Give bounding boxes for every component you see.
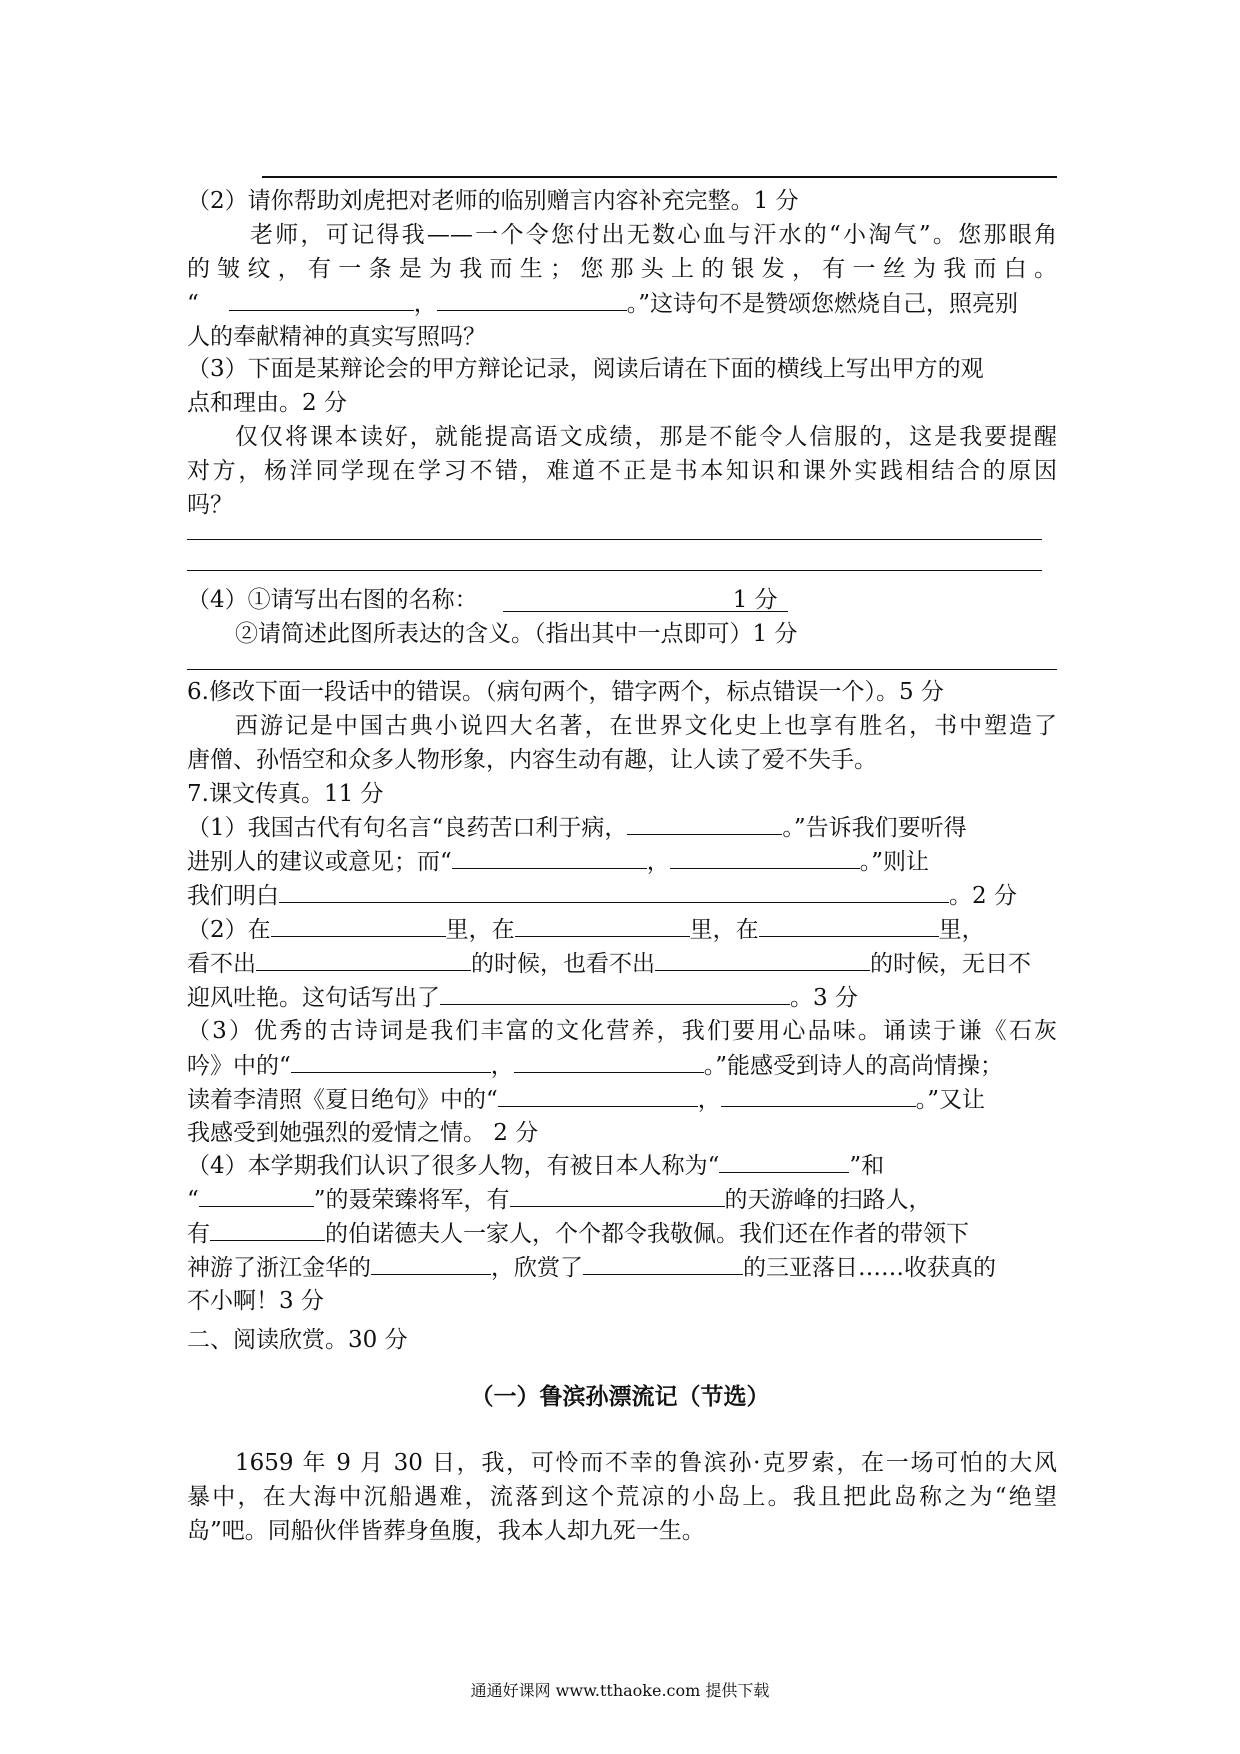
q7-4-line-5: 不小啊！3 分 (187, 1288, 324, 1314)
q7-4-text-i: ，欣赏了 (491, 1255, 583, 1281)
q2-open-quote: “ (187, 291, 199, 317)
reading-para-1: 1659 年 9 月 30 日，我，可怜而不幸的鲁滨孙·克罗索，在一场可怕的大风 (235, 1450, 1057, 1476)
answer-line-top (262, 176, 1057, 178)
q7-3-blank-2[interactable] (514, 1050, 704, 1073)
q7-4-line-3 (187, 1218, 1057, 1249)
q7-1-blank-2[interactable] (452, 846, 647, 869)
q7-2-text-f: 的时候，也看不出 (471, 951, 655, 977)
reading-title: （一）鲁滨孙漂流记（节选） (470, 1384, 770, 1410)
q7-4-text-g: 的伯诺德夫人一家人，个个都令我敬佩。我们还在作者的带领下 (325, 1221, 969, 1247)
q7-3-text-f: 。”又让 (915, 1087, 986, 1113)
q2-line-3-rest: 。”这诗句不是赞颂您燃烧自己，照亮别 (626, 291, 1019, 317)
q7-2-text-e: 看不出 (187, 951, 256, 977)
q2-line-2: 的皱纹，有一条是为我而生；您那头上的银发，有一丝为我而白。 (187, 256, 1057, 282)
q2-line-4: 人的奉献精神的真实写照吗？ (187, 324, 486, 350)
q4-line-1 (187, 585, 1057, 615)
q3-heading-1: （3）下面是某辩论会的甲方辩论记录，阅读后请在下面的横线上写出甲方的观 (187, 356, 984, 382)
q7-3-text-d: 读着李清照《夏日绝句》中的“ (187, 1087, 498, 1113)
q7-2-blank-3[interactable] (759, 914, 939, 937)
q7-3-line-1: （3）优秀的古诗词是我们丰富的文化营养，我们要用心品味。诵读于谦《石灰 (187, 1018, 1057, 1044)
q7-3-line-3 (187, 1084, 1057, 1115)
q7-4-text-d: ”的聂荣臻将军，有 (313, 1187, 510, 1213)
q7-1-text-a: （1）我国古代有句名言“良药苦口利于病， (187, 815, 628, 841)
q6-para-1: 西游记是中国古典小说四大名著，在世界文化史上也享有胜名，书中塑造了 (235, 713, 1057, 739)
q3-para-2: 对方，杨洋同学现在学习不错，难道不正是书本知识和课外实践相结合的原因 (187, 458, 1057, 484)
q7-2-text-a: （2）在 (187, 917, 271, 943)
q7-4-line-1 (187, 1150, 1057, 1181)
q7-1-text-f: 我们明白 (187, 883, 279, 909)
q7-4-blank-3[interactable] (510, 1184, 725, 1207)
page-footer: 通通好课网 www.tthaoke.com 提供下载 (470, 1681, 770, 1700)
reading-para-2: 暴中，在大海中沉船遇难，流落到这个荒凉的小岛上。我且把此岛称之为“绝望 (187, 1484, 1057, 1510)
q3-answer-line-1[interactable] (187, 539, 1042, 540)
q4-score: 1 分 (732, 587, 778, 613)
q7-3-line-2 (187, 1050, 1057, 1081)
q7-4-text-h: 神游了浙江金华的 (187, 1255, 371, 1281)
q2-line-3 (187, 288, 1057, 319)
q7-2-text-h: 迎风吐艳。这句话写出了 (187, 985, 440, 1011)
q7-4-text-c: “ (187, 1187, 199, 1213)
q2-line-1: 老师，可记得我——一个令您付出无数心血与汗水的“小淘气”。您那眼角 (250, 222, 1057, 248)
q3-para-1: 仅仅将课本读好，就能提高语文成绩，那是不能令人信服的，这是我要提醒 (235, 424, 1057, 450)
q7-4-text-f: 有 (187, 1221, 210, 1247)
q2-blank-1[interactable] (229, 288, 414, 311)
q7-4-text-a: （4）本学期我们认识了很多人物，有被日本人称为“ (187, 1153, 720, 1179)
q2-blank-2[interactable] (437, 288, 627, 311)
q6-para-2: 唐僧、孙悟空和众多人物形象，内容生动有趣，让人读了爱不失手。 (187, 747, 877, 773)
q2-heading: （2）请你帮助刘虎把对老师的临别赠言内容补充完整。1 分 (187, 188, 799, 214)
q7-2-blank-1[interactable] (271, 914, 446, 937)
q7-4-blank-5[interactable] (371, 1252, 491, 1275)
q7-2-text-d: 里， (938, 917, 985, 943)
q7-heading: 7.课文传真。11 分 (187, 781, 384, 807)
q7-4-blank-2[interactable] (199, 1184, 314, 1207)
q3-para-3: 吗？ (187, 492, 233, 518)
reading-para-3: 岛”吧。同船伙伴皆葬身鱼腹，我本人却九死一生。 (187, 1518, 705, 1544)
q7-2-text-b: 里，在 (445, 917, 515, 943)
q7-2-text-i: 。3 分 (790, 985, 858, 1011)
q7-3-text-e: ， (697, 1087, 721, 1113)
q6-heading: 6.修改下面一段话中的错误。（病句两个，错字两个，标点错误一个）。5 分 (187, 679, 944, 705)
q7-1-text-d: ， (646, 849, 670, 875)
q3-heading-2: 点和理由。2 分 (187, 390, 347, 416)
q7-4-line-4 (187, 1252, 1057, 1283)
q7-1-line-1 (187, 812, 1057, 843)
q7-1-line-2 (187, 846, 1057, 877)
q7-1-text-b: 。”告诉我们要听得 (782, 815, 967, 841)
q7-3-line-4: 我感受到她强烈的爱情之情。 2 分 (187, 1120, 539, 1146)
q7-3-blank-3[interactable] (498, 1084, 698, 1107)
q7-2-blank-5[interactable] (655, 948, 870, 971)
q7-2-line-1 (187, 914, 1057, 945)
q7-2-text-c: 里，在 (689, 917, 759, 943)
q7-3-blank-4[interactable] (721, 1084, 916, 1107)
section-heading: 二、阅读欣赏。30 分 (187, 1327, 408, 1353)
q7-4-text-b: ”和 (849, 1153, 885, 1179)
q7-3-text-b: ， (490, 1053, 514, 1079)
q7-1-blank-3[interactable] (670, 846, 860, 869)
q3-answer-line-2[interactable] (187, 570, 1042, 571)
q7-2-line-2 (187, 948, 1057, 979)
q4-name-blank[interactable] (503, 585, 788, 612)
q2-comma: ， (413, 291, 437, 317)
q7-4-blank-4[interactable] (210, 1218, 325, 1241)
q7-3-text-c: 。”能感受到诗人的高尚情操； (703, 1053, 1004, 1079)
q7-4-blank-1[interactable] (719, 1150, 849, 1173)
q7-4-text-j: 的三亚落日……收获真的 (743, 1255, 996, 1281)
q7-1-text-g: 。2 分 (949, 883, 1017, 909)
q7-1-line-3 (187, 880, 1057, 911)
q7-1-text-c: 进别人的建议或意见；而“ (187, 849, 452, 875)
q7-4-blank-6[interactable] (583, 1252, 743, 1275)
q7-1-blank-4[interactable] (279, 880, 949, 903)
q4-label: （4）①请写出右图的名称： (187, 587, 478, 613)
q7-3-text-a: 吟》中的“ (187, 1053, 291, 1079)
q7-2-blank-4[interactable] (256, 948, 471, 971)
q7-1-text-e: 。”则让 (859, 849, 930, 875)
q7-1-blank-1[interactable] (627, 812, 782, 835)
q7-2-blank-6[interactable] (440, 982, 790, 1005)
q4-answer-line[interactable] (187, 669, 1057, 670)
q7-4-text-e: 的天游峰的扫路人， (724, 1187, 932, 1213)
q4-line-2: ②请简述此图所表达的含义。（指出其中一点即可）1 分 (235, 621, 798, 647)
q7-2-text-g: 的时候，无日不 (870, 951, 1031, 977)
q7-2-blank-2[interactable] (515, 914, 690, 937)
q7-3-blank-1[interactable] (291, 1050, 491, 1073)
q7-4-line-2 (187, 1184, 1057, 1215)
q7-2-line-3 (187, 982, 1057, 1013)
